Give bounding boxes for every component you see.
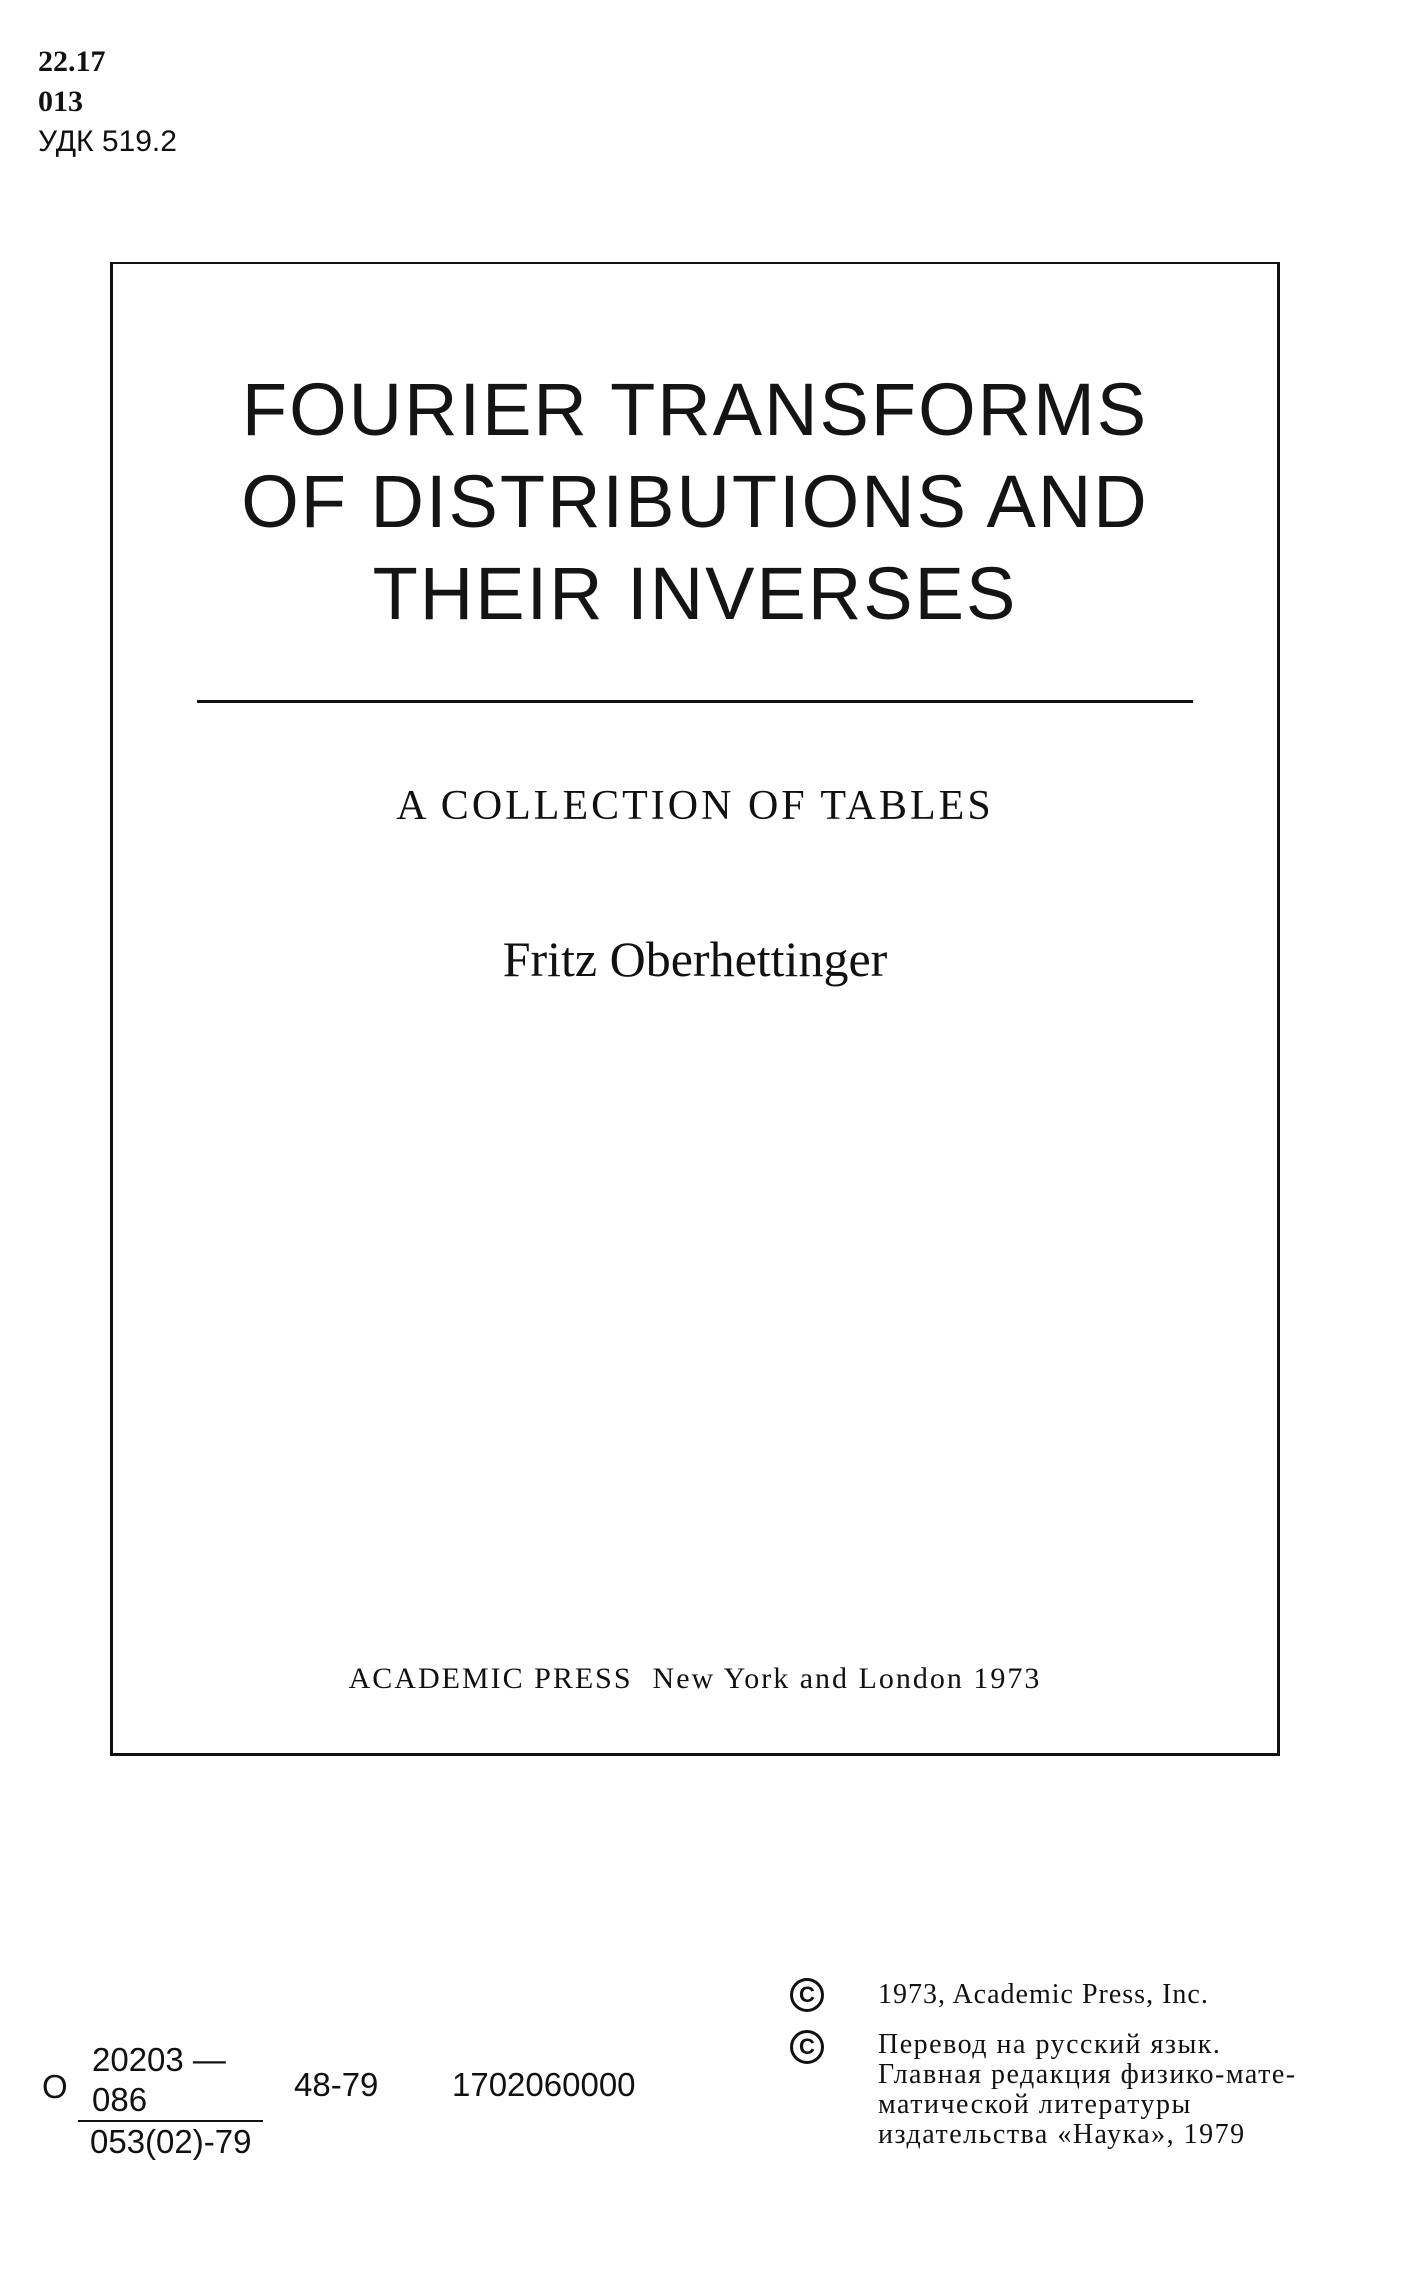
copyright-icon: C: [790, 1978, 824, 2012]
imprint-numerator: 20203 — 086: [78, 2040, 263, 2122]
translation-line: издательства «Наука», 1979: [878, 2119, 1246, 2150]
imprint-suffix: 48-79: [294, 2066, 379, 2103]
imprint-letter: О: [42, 2068, 68, 2105]
imprint-code: 1702060000: [452, 2066, 636, 2103]
imprint-fraction: [78, 2040, 263, 2162]
copyright-original-text: 1973, Academic Press, Inc.: [878, 1979, 1209, 2010]
book-subtitle: A COLLECTION OF TABLES: [396, 783, 994, 829]
catalog-code: 013: [38, 85, 83, 118]
copyright-translation-text: [878, 2030, 1297, 2150]
title-line: THEIR INVERSES: [372, 552, 1018, 635]
copyright-block: [790, 1978, 1297, 2168]
publisher-place-year: New York and London 1973: [652, 1662, 1042, 1695]
udk-index: УДК 519.2: [38, 125, 177, 158]
book-author: Fritz Oberhettinger: [502, 931, 888, 987]
title-page-frame: [110, 262, 1280, 1756]
copyright-translation: [790, 2030, 1297, 2150]
translation-line: Главная редакция физико-мате-: [878, 2059, 1297, 2090]
bbk-index: 22.17: [38, 45, 106, 78]
classification-block: [38, 42, 177, 162]
copyright-icon: C: [790, 2030, 824, 2064]
translation-line: матической литературы: [878, 2089, 1192, 2120]
publisher-name: ACADEMIC PRESS: [348, 1662, 633, 1695]
title-divider: [197, 700, 1193, 703]
imprint-denominator: 053(02)-79: [90, 2123, 252, 2160]
title-line: OF DISTRIBUTIONS AND: [241, 460, 1149, 543]
publisher-line: [113, 1662, 1277, 1696]
title-line: FOURIER TRANSFORMS: [241, 368, 1149, 451]
copyright-original: [790, 1978, 1297, 2012]
book-title: [113, 364, 1277, 640]
translation-line: Перевод на русский язык.: [878, 2029, 1222, 2060]
